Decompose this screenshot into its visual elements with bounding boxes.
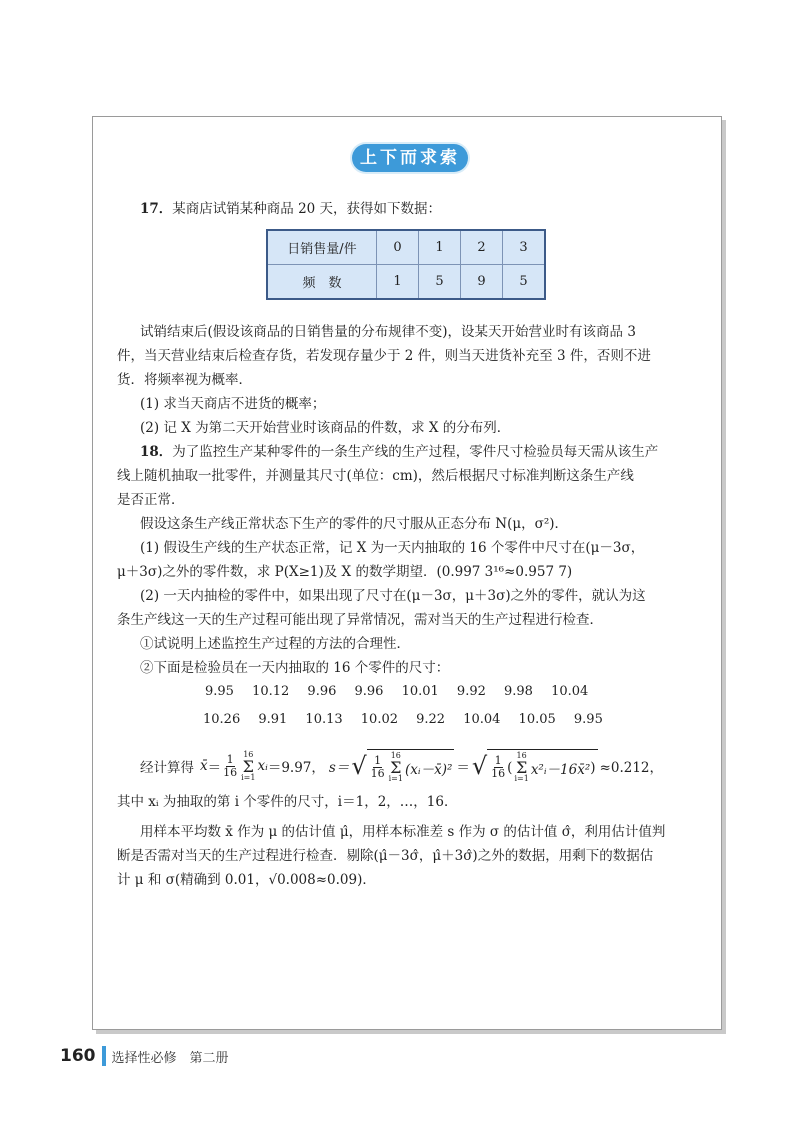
- table-cell: 5: [419, 265, 461, 300]
- sum-lower: i=1: [388, 774, 403, 783]
- sqrt-expression-2: √ $\frac{1}{16}$ ( 16 Σ i=1 x²ᵢ－16x̄² ): [471, 751, 596, 783]
- table-cell: 3: [503, 230, 546, 265]
- sum-upper: 16: [390, 751, 401, 760]
- sum-upper: 16: [516, 751, 527, 760]
- q18-line: 是否正常．: [117, 492, 185, 508]
- sqrt-inner-2: x²ᵢ－16x̄²: [530, 761, 591, 778]
- sum-lower: i=1: [514, 774, 529, 783]
- table-cell: 2: [461, 230, 503, 265]
- sum-upper: 16: [243, 749, 254, 759]
- fraction-denominator: 16: [223, 765, 238, 779]
- q17-number: 17．: [140, 201, 173, 217]
- table-cell: 1: [419, 230, 461, 265]
- q18-estimate-line: 用样本平均数 x̄ 作为 μ 的估计值 μ̂，用样本标准差 s 作为 σ 的估计值 σ̂，利用估计值判: [140, 824, 666, 840]
- formula-xbar: x̄: [200, 758, 208, 774]
- q18-assumption: 假设这条生产线正常状态下生产的零件的尺寸服从正态分布 N(μ，σ²)．: [140, 516, 569, 532]
- q17-part-1: (1) 求当天商店不进货的概率；: [140, 396, 326, 412]
- fraction-numerator: 1: [226, 752, 234, 766]
- sample-data-row-1: 9.95 10.12 9.96 9.96 10.01 9.92 9.98 10.04: [205, 684, 589, 699]
- q18-number: 18．: [140, 444, 173, 460]
- formula-fraction: [491, 755, 505, 780]
- q17-para-line: 件，当天营业结束后检查存货，若发现存量少于 2 件，则当天进货补充至 3 件，否则不进: [117, 348, 651, 364]
- q18-subquestion-2: ②下面是检验员在一天内抽取的 16 个零件的尺寸：: [140, 660, 450, 676]
- table-header-sales: 日销售量/件: [267, 230, 377, 265]
- formula-fraction: [223, 754, 237, 779]
- q18-estimate-line: 断是否需对当天的生产过程进行检查．剔除(μ̂－3σ̂，μ̂＋3σ̂)之外的数据，用剩下的数据估: [117, 848, 654, 864]
- fraction-denominator: 16: [370, 767, 385, 780]
- book-title: 选择性必修 第二册: [111, 1050, 229, 1066]
- formula-equals: ＝: [456, 760, 470, 776]
- table-header-frequency: 频 数: [267, 265, 377, 300]
- sum-lower: i=1: [241, 772, 256, 782]
- q17-intro-text: 某商店试销某种商品 20 天，获得如下数据：: [172, 201, 442, 217]
- table-row: [267, 265, 545, 300]
- frequency-table: [266, 229, 546, 300]
- q18-estimate-line: 计 μ 和 σ(精确到 0.01，√0.008≈0.09)．: [117, 872, 376, 888]
- q18-part-1-line: (1) 假设生产线的生产状态正常，记 X 为一天内抽取的 16 个零件中尺寸在(μ－3σ，: [140, 540, 645, 556]
- summation-sign: 16 Σ i=1: [241, 749, 256, 782]
- section-banner: 上下而求索: [352, 144, 468, 172]
- q18-part-1-line: μ＋3σ)之外的零件数，求 P(X≥1)及 X 的数学期望．(0.997 3¹⁶≈0.957 7): [117, 564, 573, 580]
- q18-line-text: 为了监控生产某种零件的一条生产线的生产过程，零件尺寸检验员每天需从该生产: [172, 444, 659, 460]
- q17-para-line: 试销结束后(假设该商品的日销售量的分布规律不变)，设某天开始营业时有该商品 3: [140, 324, 636, 340]
- q18-part-2-line: (2) 一天内抽检的零件中，如果出现了尺寸在(μ－3σ，μ＋3σ)之外的零件，就认为这: [140, 588, 646, 604]
- statistics-formula: [140, 748, 663, 784]
- sqrt-inner-1: (xᵢ－x̄)²: [404, 761, 453, 778]
- table-cell: 5: [503, 265, 546, 300]
- formula-explanation: 其中 xᵢ 为抽取的第 i 个零件的尺寸，i＝1，2，…，16．: [117, 794, 458, 810]
- table-cell: 1: [377, 265, 419, 300]
- footer-accent-bar: [102, 1046, 106, 1066]
- q18-line: 线上随机抽取一批零件，并测量其尺寸(单位：cm)，然后根据尺寸标准判断这条生产线: [117, 468, 634, 484]
- q17-intro: [140, 199, 691, 219]
- fraction-numerator: 1: [374, 754, 382, 767]
- formula-fraction: [371, 755, 385, 780]
- page-number: 160: [60, 1046, 96, 1066]
- q18-subquestion-1: ①试说明上述监控生产过程的方法的合理性．: [140, 636, 410, 652]
- formula-xi: xᵢ: [257, 758, 268, 774]
- summation-sign: 16 Σ i=1: [388, 751, 403, 783]
- formula-result: ≈0.212，: [599, 760, 664, 776]
- q17-part-2: (2) 记 X 为第二天开始营业时该商品的件数，求 X 的分布列．: [140, 420, 511, 436]
- formula-s: s＝: [328, 760, 350, 776]
- sqrt-expression-1: √ $\frac{1}{16}$ 16 Σ i=1 (xᵢ－x̄)²: [351, 751, 453, 783]
- page-footer: [60, 1046, 229, 1066]
- q17-para-line: 货．将频率视为概率．: [117, 372, 252, 388]
- fraction-denominator: 16: [491, 767, 506, 780]
- formula-mean-value: ＝9.97，: [267, 760, 325, 776]
- fraction-numerator: 1: [494, 754, 502, 767]
- sample-data-row-2: 10.26 9.91 10.13 10.02 9.22 10.04 10.05 9.95: [203, 712, 603, 727]
- formula-equals: ＝: [207, 760, 222, 776]
- q18-line: [140, 442, 691, 462]
- table-cell: 0: [377, 230, 419, 265]
- table-cell: 9: [461, 265, 503, 300]
- table-row: [267, 230, 545, 265]
- formula-lead: 经计算得: [140, 760, 194, 776]
- summation-sign: 16 Σ i=1: [514, 751, 529, 783]
- q18-part-2-line: 条生产线这一天的生产过程可能出现了异常情况，需对当天的生产过程进行检查．: [117, 612, 603, 628]
